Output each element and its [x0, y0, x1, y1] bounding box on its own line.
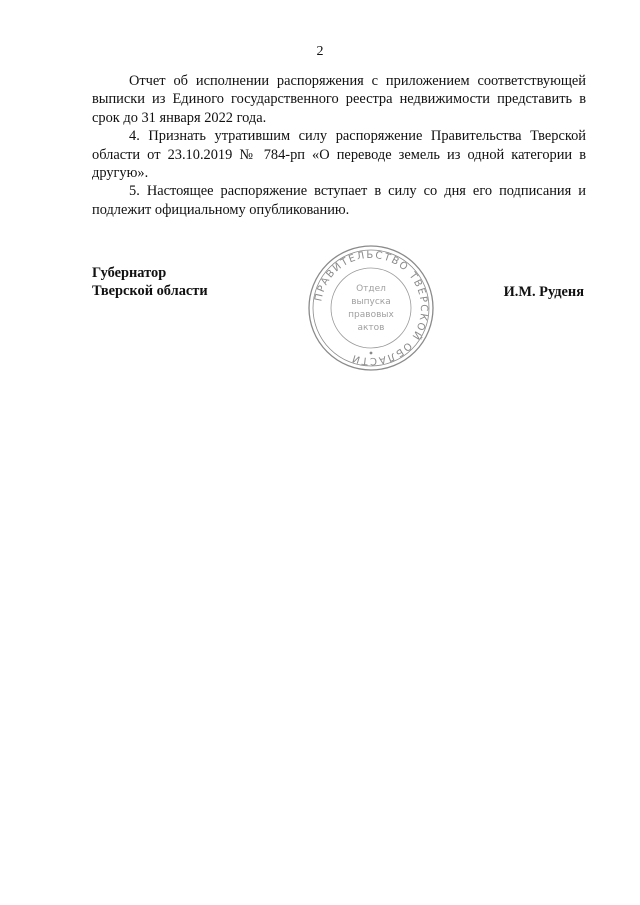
signature-position-line1: Губернатор: [92, 265, 167, 281]
seal-inner-ring: [331, 268, 411, 348]
signature-position-line2: Тверской области: [92, 283, 208, 300]
paragraph-item-5: 5. Настоящее распоряжение вступает в силу со дня его подписания и подлежит официальному опубликованию.: [92, 183, 586, 218]
signer-name: И.М. Руденя: [503, 284, 584, 300]
seal-outer-ring: [309, 246, 433, 370]
seal-star-icon: [370, 352, 373, 355]
seal-center-line4: актов: [357, 323, 385, 333]
seal-center-line3: правовых: [348, 310, 394, 320]
seal-ring-textpath: ПРАВИТЕЛЬСТВО ТВЕРСКОЙ ОБЛАСТИ: [313, 249, 430, 367]
official-seal: [306, 243, 436, 373]
signature-position: [92, 264, 208, 301]
document-body: [92, 72, 586, 219]
paragraph-item-4: 4. Признать утратившим силу распоряжение Правительства Тверской области от 23.10.2019 № 784-рп «О переводе земель из одной категории в другую».: [92, 128, 586, 182]
seal-center-line2: выпуска: [351, 297, 391, 307]
seal-center-line1: Отдел: [356, 284, 386, 294]
seal-graphic: [306, 243, 436, 373]
paragraph-report: Отчет об исполнении распоряжения с приложением соответствующей выписки из Единого государственного реестра недвижимости представить в срок до 31 января 2022 года.: [92, 73, 586, 126]
page-number: 2: [316, 44, 324, 59]
